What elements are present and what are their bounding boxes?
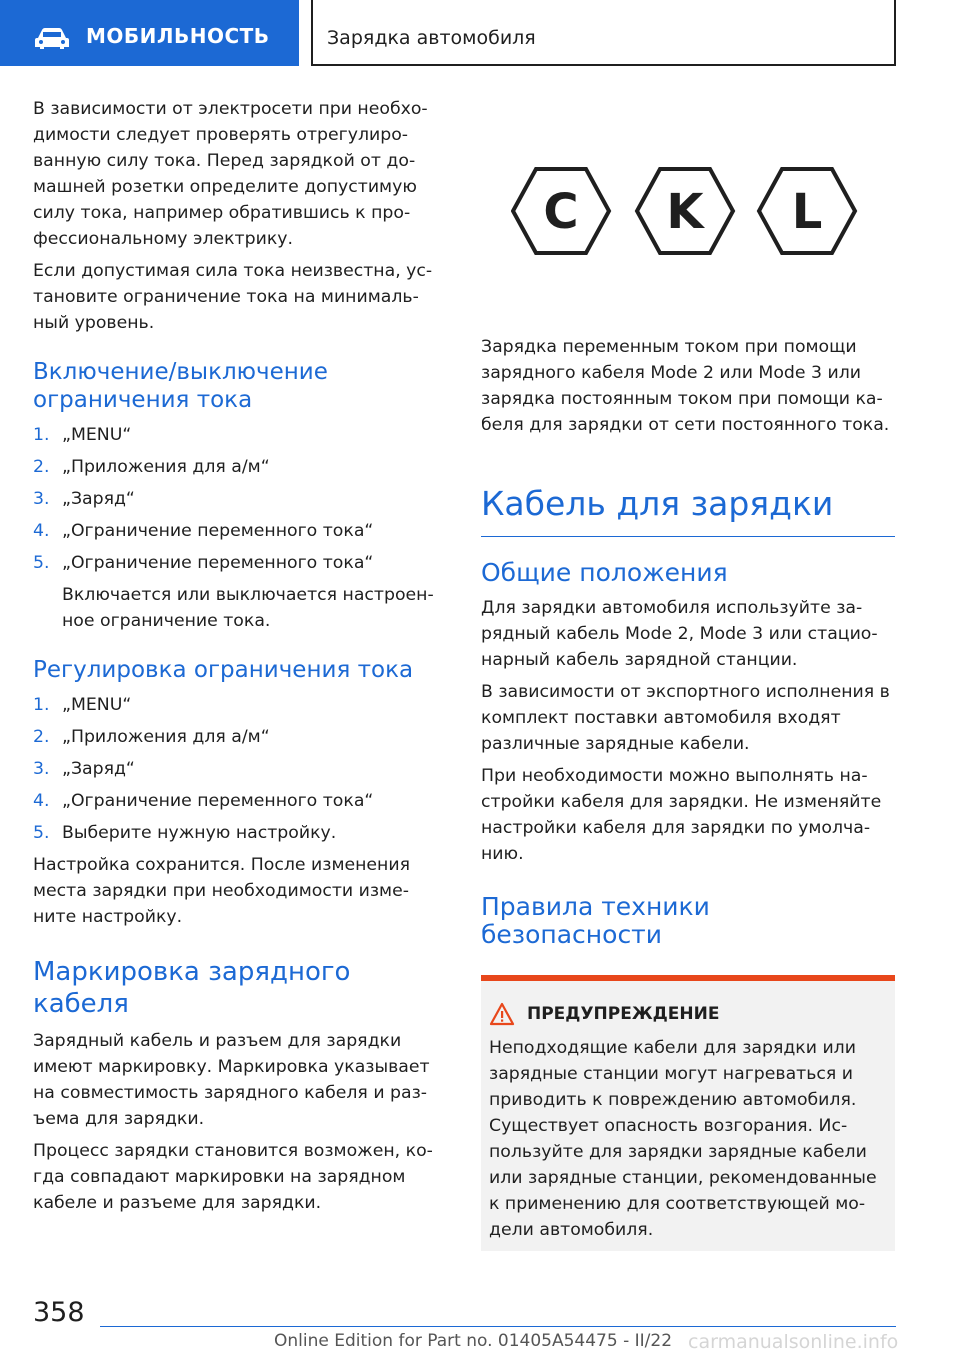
list-item: [33, 724, 443, 750]
warning-header: [489, 1001, 887, 1027]
page-number: 358: [33, 1297, 85, 1328]
general-paragraph-1: Для зарядки автомобиля используйте за-рядный кабель Mode 2, Mode 3 или стацио-нарный кабель зарядной станции.: [481, 598, 878, 670]
step-text: Выберите нужную настройку.: [62, 823, 337, 843]
warning-triangle-icon: [489, 1002, 515, 1026]
footer-site-link[interactable]: carmanualsonline.info: [688, 1331, 899, 1353]
step-number: 1.: [33, 695, 50, 715]
step-text: „Ограничение переменного тока“: [62, 553, 374, 573]
connector-symbols-graphic: [511, 166, 861, 256]
general-paragraph-3: При необходимости можно выполнять на-стройки кабеля для зарядки. Не изменяйте настройки кабеля для зарядки по умолча-нию.: [481, 766, 882, 864]
adjust-heading: Регулировка ограничения тока: [33, 657, 414, 683]
connector-symbols: [481, 96, 895, 334]
list-item: [33, 692, 443, 718]
marking-paragraph-2: Процесс зарядки становится возможен, ко-гда совпадают маркировки на зарядном кабеле и разъеме для зарядки.: [33, 1141, 433, 1213]
step-text: „MENU“: [62, 695, 132, 715]
list-item: [33, 454, 443, 480]
left-column: [33, 96, 443, 1222]
right-column: [481, 96, 895, 1251]
footer-edition: Online Edition for Part no. 01405A54475 - II/22: [274, 1331, 673, 1351]
symbol-k-label: K: [666, 184, 704, 240]
marking-heading: Маркировка зарядного кабеля: [33, 957, 351, 1019]
general-heading: Общие положения: [481, 558, 728, 587]
marking-paragraph-1: Зарядный кабель и разъем для зарядки имеют маркировку. Маркировка указывает на совместимость зарядного кабеля и раз-ъема для зарядки.: [33, 1031, 430, 1129]
symbol-l-label: L: [791, 184, 823, 240]
step-number: 2.: [33, 727, 50, 747]
step-text: „MENU“: [62, 425, 132, 445]
symbol-l-icon: [759, 169, 855, 253]
step-number: 4.: [33, 791, 50, 811]
section-title: МОБИЛЬНОСТЬ: [86, 24, 270, 48]
step-text: „Заряд“: [62, 759, 135, 779]
adjust-after: Настройка сохранится. После изменения места зарядки при необходимости изме-ните настройку.: [33, 855, 410, 927]
step-number: 5.: [33, 553, 50, 573]
intro-paragraph-2: Если допустимая сила тока неизвестна, ус-тановите ограничение тока на минималь-ный уровень.: [33, 261, 433, 333]
toggle-note: Включается или выключается настроен-ное ограничение тока.: [62, 585, 434, 631]
symbols-caption: Зарядка переменным током при помощи зарядного кабеля Mode 2 или Mode 3 или зарядка постоянным током при помощи ка-беля для зарядки от сети постоянного тока.: [481, 337, 890, 435]
footer-divider: [100, 1326, 896, 1327]
step-number: 4.: [33, 521, 50, 541]
section-tab: [0, 0, 299, 66]
list-item: [33, 756, 443, 782]
step-text: „Ограничение переменного тока“: [62, 791, 374, 811]
list-item: [33, 422, 443, 448]
chapter-box: [311, 0, 896, 66]
warning-box: [481, 975, 895, 1251]
warning-text: Неподходящие кабели для зарядки или зарядные станции могут нагреваться и приводить к повреждению автомобиля. Существует опасность возгорания. Ис-пользуйте для зарядки зарядные кабели или зарядные станции, рекомендованные к применению для соответствующей мо-дели автомобиля.: [489, 1038, 877, 1240]
step-number: 5.: [33, 823, 50, 843]
symbol-c-icon: [513, 169, 609, 253]
list-item: [33, 550, 443, 576]
list-item: [33, 788, 443, 814]
step-number: 3.: [33, 489, 50, 509]
warning-title: ПРЕДУПРЕЖДЕНИЕ: [527, 1004, 720, 1024]
step-text: „Заряд“: [62, 489, 135, 509]
cable-heading: Кабель для зарядки: [481, 484, 895, 537]
safety-heading: Правила техники безопасности: [481, 892, 710, 949]
step-text: „Приложения для а/м“: [62, 457, 270, 477]
step-text: „Приложения для а/м“: [62, 727, 270, 747]
step-number: 3.: [33, 759, 50, 779]
symbol-c-label: C: [543, 184, 579, 240]
step-text: „Ограничение переменного тока“: [62, 521, 374, 541]
symbol-k-icon: [637, 169, 733, 253]
step-number: 1.: [33, 425, 50, 445]
intro-paragraph-1: В зависимости от электросети при необхо-димости следует проверять отрегулиро-ванную силу тока. Перед зарядкой от до-машней розетки определите допустимую силу тока, например обратившись к про-фессиональному электрику.: [33, 99, 428, 249]
general-paragraph-2: В зависимости от экспортного исполнения в комплект поставки автомобиля входят различные зарядные кабели.: [481, 682, 890, 754]
toggle-heading: Включение/выключение ограничения тока: [33, 359, 328, 413]
toggle-steps: [33, 422, 443, 576]
car-icon: [34, 26, 70, 50]
list-item: [33, 486, 443, 512]
step-number: 2.: [33, 457, 50, 477]
list-item: [33, 820, 443, 846]
adjust-steps: [33, 692, 443, 846]
chapter-title: Зарядка автомобиля: [327, 27, 536, 49]
list-item: [33, 518, 443, 544]
